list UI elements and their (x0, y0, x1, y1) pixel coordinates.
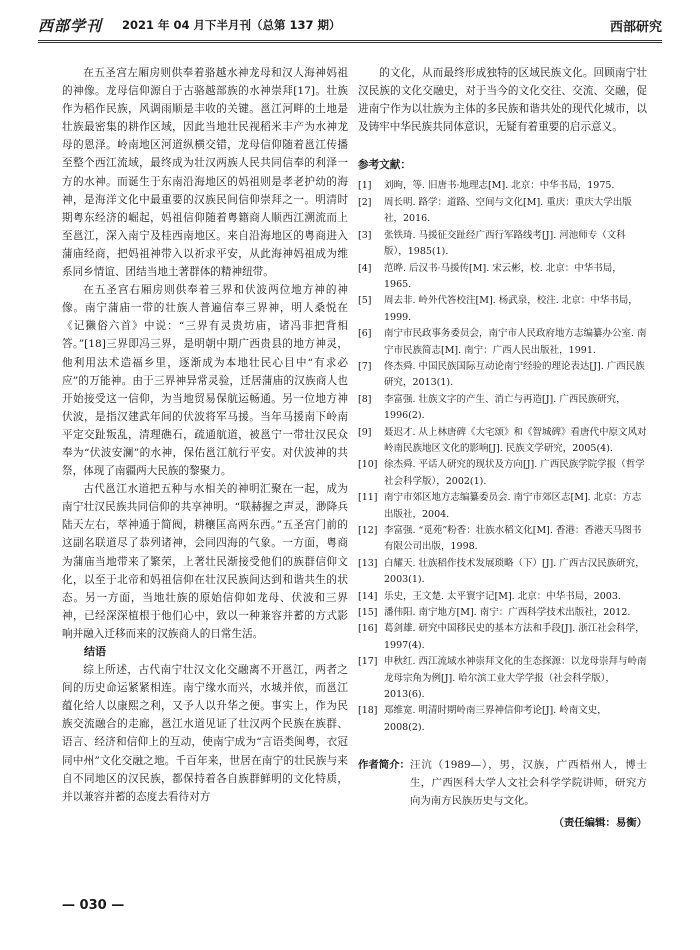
body-paragraph: 在五圣宫右厢房则供奉着三界和伏波两位地方神的神像。南宁蒲庙一带的壮族人普遍信奉三界神，明人桑悦在《记獭俗六首》中说：“三界有灵贵坊庙，诸冯非把背相答。”[18]三界即冯三界，是明朝中期广西贵县的地方神灵，他利用法术造福乡里，逐渐成为本地壮民心目中“有求必应”的万能神。由于三界神异常灵验，迁居蒲庙的汉族商人也开始接受这一信仰，为当地贸易保航运畅通。另一位地方神伏波，是指汉建武年间的伏波将军马援。当年马援南下岭南平定交趾叛乱，清理礁石，疏通航道，被邕宁一带壮汉民众奉为“伏波安澜”的水神，保佑邕江航行平安。对伏波神的共祭，体现了南疆两大民族的黎聚力。 (62, 284, 348, 478)
responsible-editor: （责任编辑：易衡） (553, 817, 647, 830)
reference-item (358, 703, 647, 736)
reference-number: [17] (358, 656, 378, 668)
reference-item (358, 359, 647, 392)
journal-logo: 西部学刊 (38, 17, 103, 35)
author-text: 汪沆（1989—），男，汉族，广西梧州人，博士生，广西医科大学人文社会科学学院讲师，研究方向为南方民族历史与文化。 (409, 759, 647, 808)
reference-number: [12] (358, 525, 378, 536)
body-paragraph: 古代邕江水道把五种与水相关的神明汇聚在一起，成为南宁壮汉民族共同信仰的共享神明。“联赫握之声灵，渺降兵陆天左右，萃神通于简阀，耕穰匡高两东西。”五圣宫门前的这副名联道尽了恭列诸神，会同四海的气象。一方面，粤商为蒲庙当地带来了繁荣，上著壮民渐接受他们的族群信仰文化，以至于北帝和妈祖信仰在壮汉民族间达到和谐共生的状态。另一方面，当地壮族的原始信仰如龙母、伏波和三界神，已经深深植根于他们心中，致以一种兼容并蓄的方式影响并融入迁移而来的汉族商人的日常生活。 (62, 483, 348, 640)
reference-text: 李富强. 壮族文字的产生、消亡与再造[J]. 广西民族研究，1996(2). (384, 393, 626, 422)
reference-text: 张铁琦. 马援征交趾经广西行军路线考[J]. 河池师专（文科版），1985(1). (384, 229, 626, 258)
reference-number: [9] (358, 426, 372, 438)
reference-text: 申秋红. 西江流域水神崇拜文化的生态探源：以龙母崇拜与岭南龙母宗角为例[J]. 哈尔滨工业大学学报（社会科学版），2013(6). (384, 656, 647, 701)
reference-list (358, 178, 647, 736)
reference-item (358, 261, 647, 294)
reference-text: 周长明. 路学：道路、空间与文化[M]. 重庆：重庆大学出版社，2016. (384, 196, 632, 225)
reference-number: [2] (358, 196, 372, 208)
page-number: — 030 — (62, 898, 125, 913)
reference-text: 徐杰舜. 平话人研究的现状及方向[J]. 广西民族学院学报（哲学社会科学版），2002(1). (384, 459, 645, 487)
issue-info: 2021 年 04 月下半月刊（总第 137 期） (122, 18, 341, 32)
reference-item (358, 523, 647, 556)
reference-number: [15] (358, 607, 378, 619)
reference-number: [6] (358, 328, 372, 340)
section-name: 西部研究 (609, 20, 662, 35)
reference-text: 南宁市民政事务委员会，南宁市人民政府地方志编纂办公室. 南宁市民族简志[M]. 南宁：广西人民出版社，1991. (384, 328, 647, 356)
reference-number: [14] (358, 590, 378, 602)
reference-item (358, 621, 647, 654)
author-label: 作者简介： (358, 759, 410, 772)
reference-item (358, 654, 647, 703)
reference-item (358, 326, 647, 359)
reference-text: 白耀天. 壮族稻作技术发展琐略（下）[J]. 广西古汉民族研究，2003(1). (384, 557, 645, 586)
reference-item (358, 178, 647, 194)
reference-item (358, 589, 647, 605)
reference-number: [10] (358, 459, 378, 471)
references-heading: 参考文献： (358, 159, 411, 172)
reference-number: [1] (358, 180, 372, 192)
reference-text: 郑维宽. 明清时期岭南三界神信仰考论[J]. 岭南文史，2008(2). (384, 705, 607, 733)
reference-text: 周去非. 岭外代答校注[M]. 杨武泉，校注. 北京：中华书局，1999. (384, 295, 638, 323)
conclusion-paragraph: 综上所述，古代南宁壮汉文化交融离不开邕江，两者之间的历史命运紧紧相连。南宁缘水而兴，水城并依，而邕江蕴化给人以康熙之利，又予人以升华之便。事实上，作为民族交流融合的走廊，邕江水道见证了壮汉两个民族在族群、语言、经济和信仰上的互动，使南宁成为“言语类闽粤，衣冠同中州”文化交融之地。千百年来，世居在南宁的壮民族与来自不同地区的汉民族，都保持着各自族群鲜明的文化特质，并以兼容并蓄的态度去看待对方 (62, 664, 348, 803)
reference-number: [11] (358, 492, 378, 504)
reference-item (358, 490, 647, 523)
reference-item (358, 392, 647, 425)
page-header (38, 10, 662, 43)
reference-number: [18] (358, 705, 378, 717)
reference-item (358, 605, 647, 621)
reference-text: 南宁市郊区地方志编纂委员会. 南宁市郊区志[M]. 北京：方志出版社，2004. (384, 492, 642, 520)
author-bio (358, 756, 647, 810)
reference-item (358, 425, 647, 458)
reference-item (358, 195, 647, 228)
reference-text: 刘昫，等. 旧唐书·地理志[M]. 北京：中华书局，1975. (384, 180, 615, 192)
reference-number: [8] (358, 393, 372, 405)
conclusion-heading: 结语 (84, 645, 106, 658)
reference-item (358, 556, 647, 589)
right-column (358, 64, 647, 832)
reference-item (358, 457, 647, 490)
conclusion-continuation: 的文化，从而最终形成独特的区域民族文化。回顾南宁壮汉民族的文化交融史，对于当今的文化交往、交流、交融，促进南宁作为以壮族为主体的多民族和谐共处的现代化城市，以及铸牢中华民族共同体意识，无疑有着重要的启示意义。 (358, 67, 647, 134)
reference-text: 李富强. “觅苑”粉香：壮族水稻文化[M]. 香港：香港天马图书有限公司出版，1998. (384, 525, 642, 553)
reference-number: [7] (358, 360, 372, 372)
reference-number: [5] (358, 295, 372, 307)
reference-number: [3] (358, 229, 372, 241)
left-column (62, 64, 348, 806)
reference-item (358, 293, 647, 326)
reference-text: 佟杰舜. 中国民族国际互动论南宁经验的理论表达[J]. 广西民族研究，2013(1). (384, 360, 645, 389)
reference-item (358, 228, 647, 261)
reference-number: [16] (358, 623, 378, 635)
reference-text: 聂迟才. 从上林唐碑《大宅颂》和《智城碑》看唐代中原文风对岭南民族地区文化的影响[J]. 民族文学研究，2005(4). (384, 426, 647, 454)
reference-text: 葛剑雄. 研究中国移民史的基本方法和手段[J]. 浙江社会科学，1997(4). (384, 623, 645, 651)
reference-text: 乐史，王文楚. 太平寰宇记[M]. 北京：中华书局，2003. (384, 590, 621, 602)
reference-text: 潘伟阳. 南宁地方[M]. 南宁：广西科学技术出版社，2012. (384, 607, 631, 619)
body-paragraph: 在五圣宫左厢房则供奉着骆越水神龙母和汉人海神妈祖的神像。龙母信仰源自于古骆越部族的水神崇拜[17]。壮族作为稻作民族，风调雨顺是丰收的关键。邕江河畔的土地是壮族最密集的耕作区域，因此当地壮民视稻米丰产为水神龙母的恩泽。岭南地区河道纵横交错，龙母信仰随着邕江传播至整个西江流域，最终成为壮汉两族人民共同信奉的利泽一方的水神。而诞生于东南沿海地区的妈祖则是孝老护幼的海神，是海洋文化中最重要的汉族民间信仰崇拜之一。明清时期粤东经济的崛起，妈祖信仰随着粤籍商人顺西江溯流而上至邕江，深入南宁及桂西南地区。来自沿海地区的粤商进入蒲庙经商，把妈祖神带入以祈求平安，从此海神妈祖成为维系同乡情谊、团结当地土著群体的精神纽带。 (62, 67, 348, 279)
reference-number: [4] (358, 262, 372, 274)
reference-number: [13] (358, 557, 378, 569)
reference-text: 范晔. 后汉书·马援传[M]. 宋云彬，校. 北京：中华书局，1965. (384, 262, 622, 290)
